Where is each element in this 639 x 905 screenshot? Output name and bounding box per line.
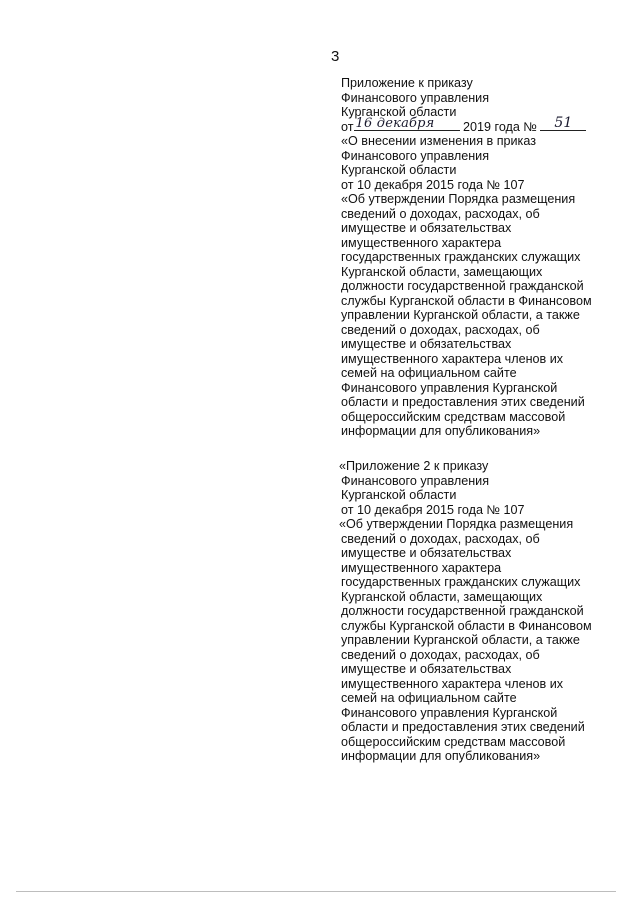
page-number: 3 xyxy=(331,48,340,65)
header-line: области и предоставления этих сведений xyxy=(341,395,585,409)
header-line: «О внесении изменения в приказ xyxy=(341,134,536,148)
appendix-line: сведений о доходах, расходах, об xyxy=(341,647,540,662)
header-line: общероссийским средствам массовой xyxy=(341,409,566,424)
order-header-block xyxy=(341,76,592,439)
appendix-line: Финансового управления Курганской xyxy=(341,705,558,720)
handwritten-date: 16 декабря xyxy=(354,117,460,131)
header-line: Финансового управления xyxy=(341,148,490,163)
appendix-line: общероссийским средствам массовой xyxy=(341,734,566,749)
header-line: Финансового управления xyxy=(341,90,490,105)
appendix-line: имущественного характера xyxy=(341,560,502,575)
order-date-line xyxy=(341,114,592,135)
appendix-line: службы Курганской области в Финансовом xyxy=(341,618,592,633)
header-line: управлении Курганской области, а также xyxy=(341,308,580,322)
header-line: «Об утверждении Порядка размещения xyxy=(341,192,576,206)
appendix-line: Курганской области, замещающих xyxy=(341,589,543,604)
header-line: Курганской области xyxy=(341,105,457,119)
header-line: должности государственной гражданской xyxy=(341,279,584,293)
bottom-scan-edge-line xyxy=(16,891,616,892)
header-line: Курганской области, замещающих xyxy=(341,264,543,279)
header-line: сведений о доходах, расходах, об xyxy=(341,206,540,221)
appendix-2-block xyxy=(341,459,592,764)
header-line: имуществе и обязательствах xyxy=(341,337,512,351)
handwritten-order-number: 51 xyxy=(540,117,586,131)
header-line: Приложение к приказу xyxy=(341,76,473,90)
appendix-line: от 10 декабря 2015 года № 107 xyxy=(341,502,525,517)
header-line: имуществе и обязательствах xyxy=(341,221,512,235)
appendix-line: информации для опубликования» xyxy=(341,749,541,763)
appendix-line: имущественного характера членов их xyxy=(341,676,564,691)
date-prefix: от xyxy=(341,119,354,134)
appendix-line: семей на официальном сайте xyxy=(341,691,517,705)
appendix-line: должности государственной гражданской xyxy=(341,604,584,618)
appendix-line: сведений о доходах, расходах, об xyxy=(341,531,540,546)
header-line: информации для опубликования» xyxy=(341,424,541,438)
appendix-line: управлении Курганской области, а также xyxy=(341,633,580,647)
appendix-line: имуществе и обязательствах xyxy=(341,546,512,560)
header-line: сведений о доходах, расходах, об xyxy=(341,322,540,337)
appendix-line: «Приложение 2 к приказу xyxy=(339,459,489,473)
header-line: имущественного характера xyxy=(341,235,502,250)
header-line: от 10 декабря 2015 года № 107 xyxy=(341,177,525,192)
appendix-line: имуществе и обязательствах xyxy=(341,662,512,676)
appendix-line: «Об утверждении Порядка размещения xyxy=(339,517,574,531)
date-suffix: 2019 года № xyxy=(463,119,537,134)
header-line: Финансового управления Курганской xyxy=(341,380,558,395)
appendix-line: области и предоставления этих сведений xyxy=(341,720,585,734)
appendix-line: государственных гражданских служащих xyxy=(341,575,581,589)
header-line: службы Курганской области в Финансовом xyxy=(341,293,592,308)
header-line: имущественного характера членов их xyxy=(341,351,564,366)
appendix-line: Курганской области xyxy=(341,488,457,502)
header-line: семей на официальном сайте xyxy=(341,366,517,380)
header-line: государственных гражданских служащих xyxy=(341,250,581,264)
appendix-line: Финансового управления xyxy=(341,473,490,488)
header-line: Курганской области xyxy=(341,163,457,177)
